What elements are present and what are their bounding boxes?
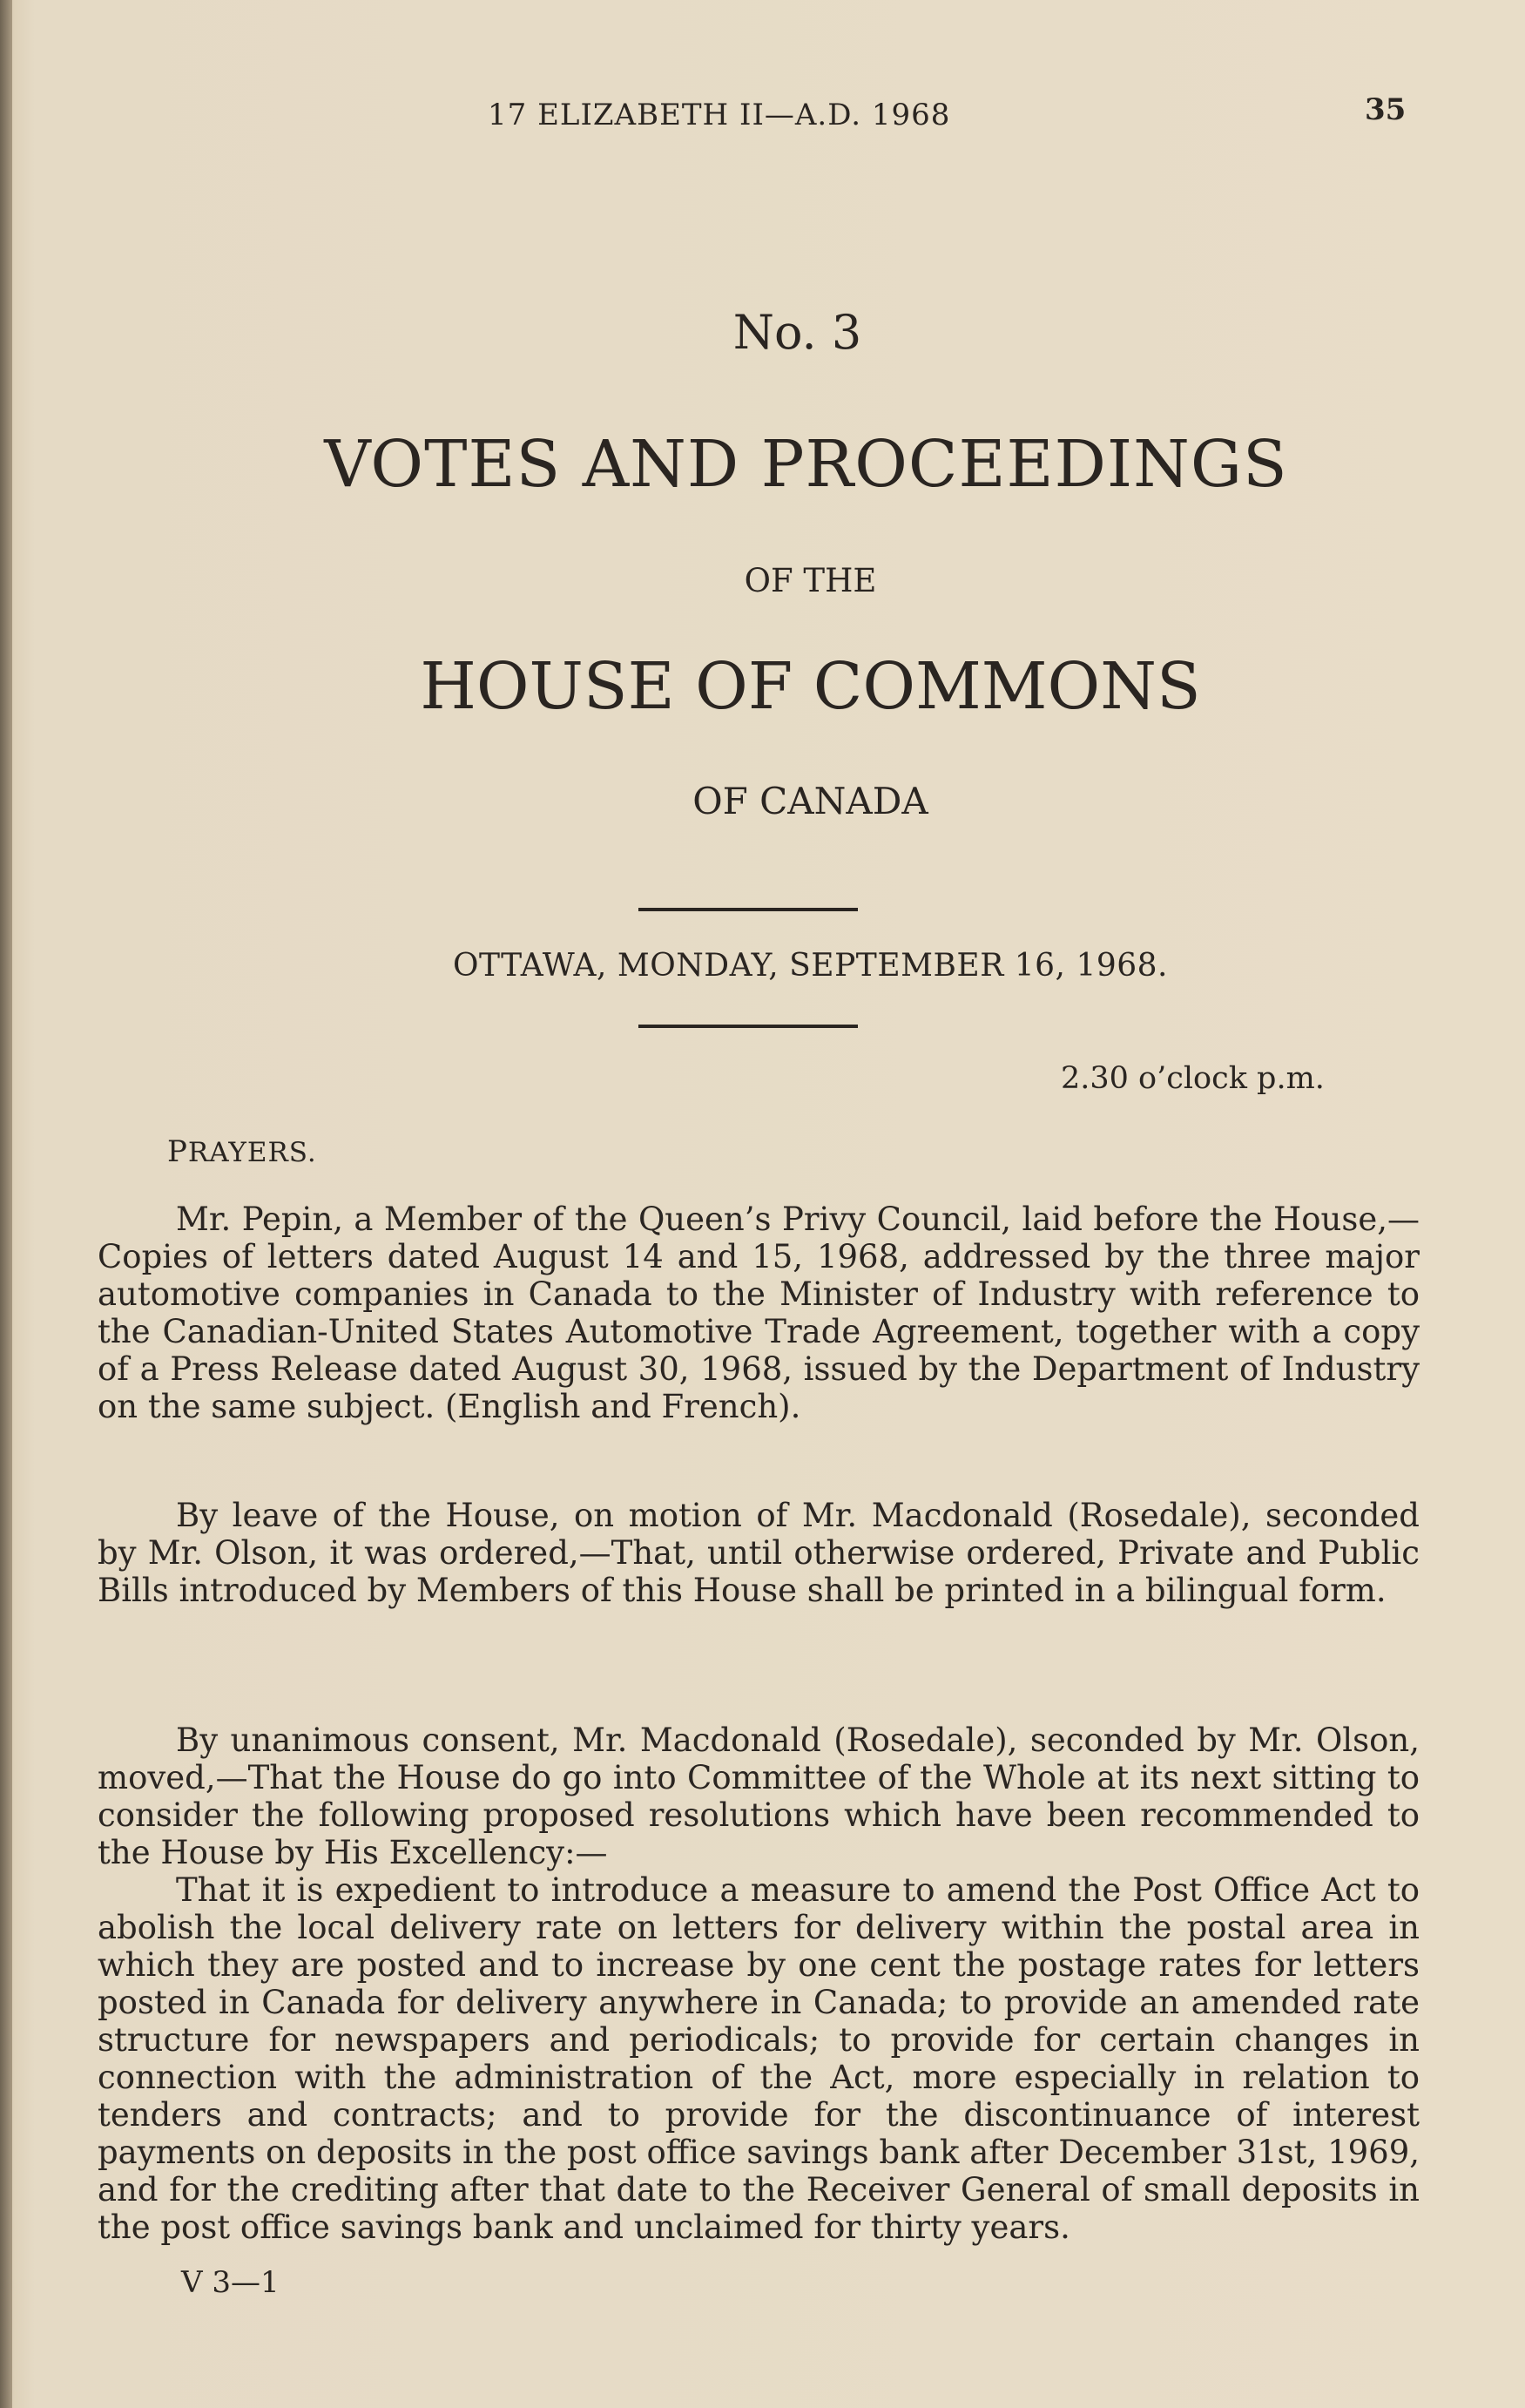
title-votes-and-proceedings: VOTES AND PROCEEDINGS [324,427,1288,502]
prayers-heading [167,1134,317,1169]
rule-top [638,908,858,911]
prayers-initial: P [167,1134,188,1169]
sitting-time: 2.30 o’clock p.m. [1061,1061,1325,1096]
paragraph-tabling-letters: Mr. Pepin, a Member of the Queen’s Privy Council, laid before the House,— Copies of letters dated August 14 and 15, 1968, addressed by the three major automotive companies in Canada to the Minister of Industry with reference to the Canadian-United States Automotive Trade Agreement, together with a copy of a Press Release dated August 30, 1968, issued by the Department of Industry on the same subject. (English and French). [98,1201,1420,1425]
binding-edge [0,0,12,2408]
paragraph-bilingual-bills: By leave of the House, on motion of Mr. Macdonald (Rosedale), seconded by Mr. Olson, it was ordered,—That, until otherwise ordered, Private and Public Bills introduced by Members of this House shall be printed in a bilingual form. [98,1497,1420,1609]
paragraph-resolution: That it is expedient to introduce a measure to amend the Post Office Act to abolish the local delivery rate on letters for delivery within the postal area in which they are posted and to increase by one cent the postage rates for letters posted in Canada for delivery anywhere in Canada; to provide an amended rate structure for newspapers and periodicals; to provide for certain changes in connection with the administration of the Act, more especially in relation to tenders and contracts; and to provide for the discontinuance of interest payments on deposits in the post office savings bank after December 31st, 1969, and for the crediting after that date to the Receiver General of small deposits in the post office savings bank and unclaimed for thirty years. [98,1871,1420,2246]
paragraph-committee-motion: By unanimous consent, Mr. Macdonald (Rosedale), seconded by Mr. Olson, moved,—That the House do go into Committee of the Whole at its next sitting to consider the following proposed resolutions which have been recommended to the House by His Excellency:— [98,1721,1420,1871]
issue-number: No. 3 [732,305,862,360]
dateline: OTTAWA, MONDAY, SEPTEMBER 16, 1968. [452,948,1168,984]
prayers-rest: RAYERS. [187,1137,317,1168]
running-head: 17 ELIZABETH II—A.D. 1968 [488,98,951,132]
title-house-of-commons: HOUSE OF COMMONS [420,649,1201,724]
page-number: 35 [1365,92,1407,127]
title-of-canada: OF CANADA [692,780,928,822]
rule-bottom [638,1025,858,1028]
folio-signature: V 3—1 [181,2265,280,2300]
title-of-the: OF THE [744,562,877,599]
